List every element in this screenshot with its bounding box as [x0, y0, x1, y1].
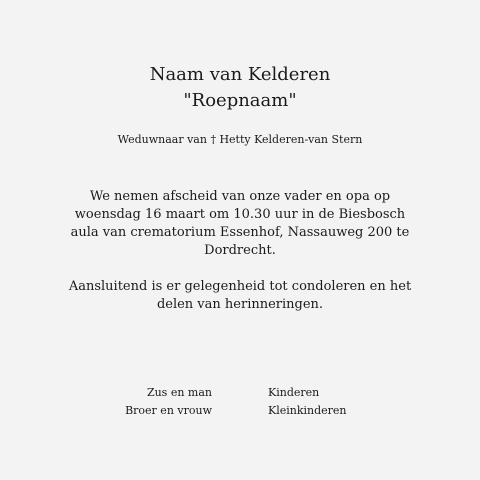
name-block: [0, 62, 480, 114]
announcement-paragraph-1: We nemen afscheid van onze vader en opa op woensdag 16 maart om 10.30 uur in de Biesbosch aula van crematorium Essenhof, Nassauweg 200 te Dordrecht.: [70, 189, 410, 258]
announcement-text: [60, 188, 420, 314]
relative-line: Broer en vrouw: [125, 404, 212, 417]
relative-line: Kleinkinderen: [268, 404, 347, 417]
relative-line: Zus en man: [146, 386, 212, 399]
widower-line: Weduwnaar van † Hetty Kelderen-van Stern: [117, 133, 363, 146]
deceased-name: Naam van Kelderen: [149, 64, 331, 85]
relative-line: Kinderen: [268, 386, 320, 399]
relatives-right-column: [268, 384, 347, 420]
relatives-left-column: [125, 384, 212, 420]
deceased-nickname: "Roepnaam": [183, 90, 297, 111]
announcement-paragraph-2: Aansluitend is er gelegenheid tot condoleren en het delen van herinneringen.: [68, 279, 412, 312]
